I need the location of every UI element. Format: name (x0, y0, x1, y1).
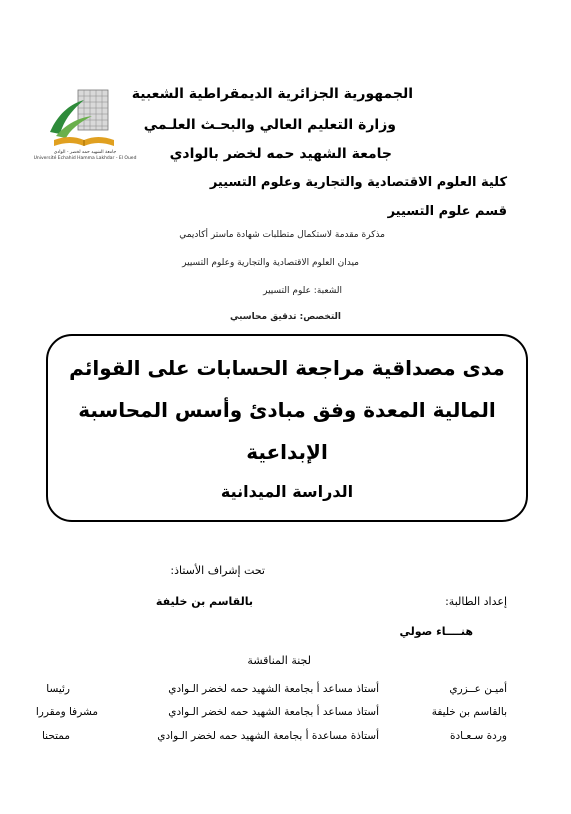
supervisor-label: تحت إشراف الأستاذ: (170, 564, 265, 577)
committee-member-role: مشرفا ومقررا (35, 706, 98, 718)
logo-caption-ar: جامعة الشهيد حمه لخضر - الوادي (53, 150, 117, 155)
branch-line: الشعبة: علوم التسيير (263, 286, 342, 296)
logo-caption-en: Université Echahid Hamma Lakhdar - El Oued (33, 156, 137, 161)
committee-member-role: رئيسا (46, 683, 70, 695)
thesis-subtitle: الدراسة الميدانية (220, 482, 354, 501)
committee-member-name: وردة سـعـادة (449, 730, 507, 742)
committee-title: لجنة المناقشة (247, 654, 311, 667)
thesis-title-line-3: الإبداعية (246, 440, 328, 464)
supervisor-name: بالقاسم بن خليفة (155, 595, 253, 608)
department-name: قسم علوم التسيير (387, 204, 507, 219)
university-logo (44, 80, 124, 160)
logo-caption (30, 150, 140, 162)
committee-member-position: أستاذ مساعد أ بجامعة الشهيد حمه لخضر الـوادي (168, 706, 379, 718)
ministry-name: وزارة التعليم العالي والبحـث العلـمي (143, 117, 396, 133)
memo-statement: مذكرة مقدمة لاستكمال متطلبات شهادة ماستر أكاديمي (179, 230, 385, 240)
student-label: إعداد الطالبة: (445, 595, 507, 608)
thesis-title-line-1: مدى مصداقية مراجعة الحسابات على القوائم (69, 356, 505, 380)
committee-member-name: بالقاسم بن خليفة (431, 706, 507, 718)
university-name: جامعة الشهيد حمه لخضر بالوادي (169, 146, 392, 162)
thesis-title-box (46, 334, 528, 522)
specialty-line: التخصص: تدقيق محاسبي (230, 312, 341, 322)
thesis-title-line-2: المالية المعدة وفق مبادئ وأسس المحاسبة (78, 398, 496, 422)
faculty-name: كلية العلوم الاقتصادية والتجارية وعلوم التسيير (209, 175, 507, 190)
field-line: ميدان العلوم الاقتصادية والتجارية وعلوم التسيير (182, 258, 359, 268)
committee-member-name: أميـن عــزري (449, 683, 507, 695)
committee-member-position: أستاذة مساعدة أ بجامعة الشهيد حمه لخضر الـوادي (157, 730, 379, 742)
committee-member-role: ممتحنا (41, 730, 70, 742)
republic-name: الجمهورية الجزائرية الديمقراطية الشعبية (131, 86, 413, 102)
student-name: هنــــاء صولي (399, 625, 473, 638)
committee-member-position: أستاذ مساعد أ بجامعة الشهيد حمه لخضر الـوادي (168, 683, 379, 695)
